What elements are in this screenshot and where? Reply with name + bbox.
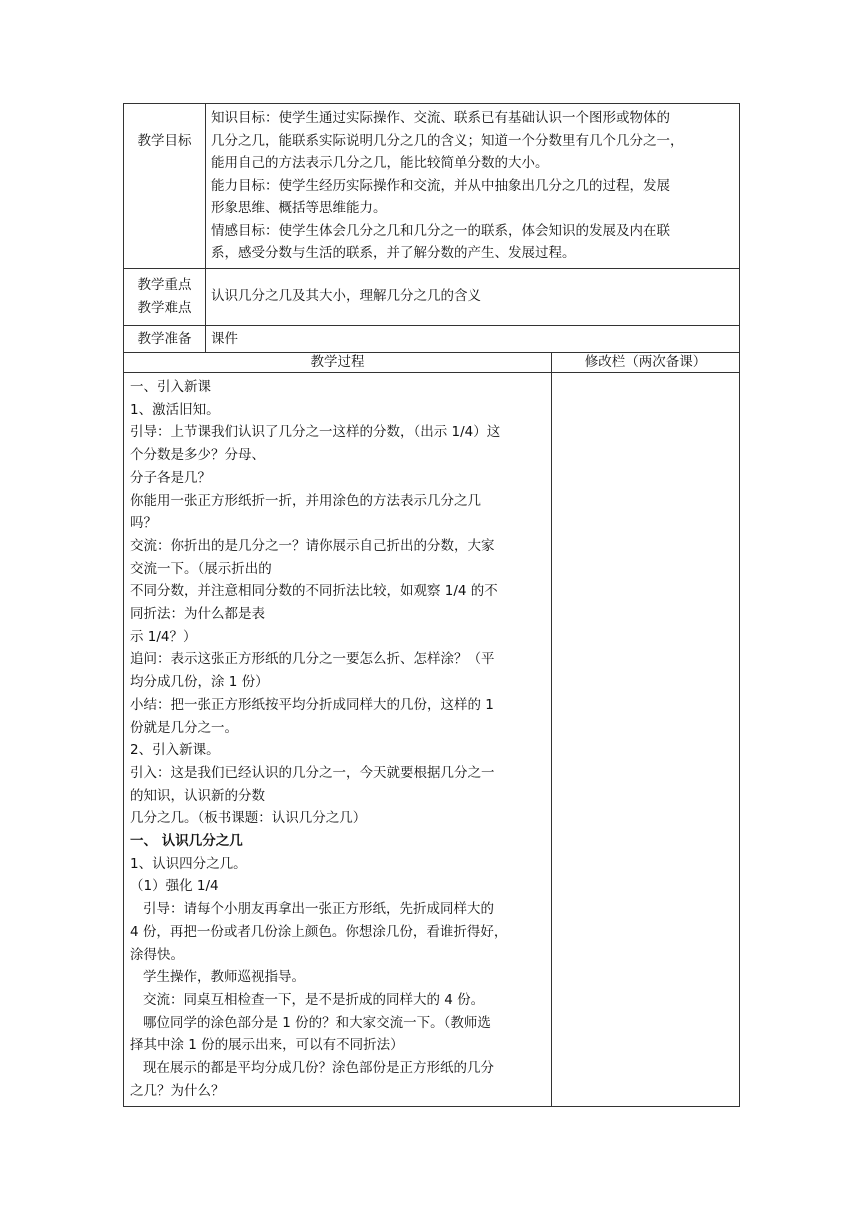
process-line: 交流：同桌互相检查一下，是不是折成的同样大的 4 份。: [143, 991, 485, 1008]
process-line: 均分成几份，涂 1 份）: [130, 674, 269, 691]
process-line: 4 份，再把一份或者几份涂上颜色。你想涂几份，看谁折得好，: [130, 923, 508, 940]
process-line: 择其中涂 1 份的展示出来，可以有不同折法）: [130, 1037, 404, 1054]
process-line: 交流：你折出的是几分之一？请你展示自己折出的分数，大家: [130, 537, 495, 554]
process-content: [124, 373, 552, 1107]
process-line: 追问：表示这张正方形纸的几分之一要怎么折、怎样涂？（平: [130, 651, 495, 668]
process-line: 引导：请每个小朋友再拿出一张正方形纸，先折成同样大的: [143, 901, 494, 918]
process-line: 之几？为什么？: [130, 1082, 225, 1099]
process-line: 同折法：为什么都是表: [130, 606, 265, 623]
notes-column: [552, 373, 740, 1107]
lesson-plan-table: [123, 103, 740, 1107]
process-line: 的知识，认识新的分数: [130, 787, 265, 804]
goals-line: 情感目标：使学生体会几分之几和几分之一的联系，体会知识的发展及内在联: [211, 222, 670, 239]
goals-content: [206, 104, 740, 269]
process-line: 引导：上节课我们认识了几分之一这样的分数，（出示 1/4）这: [130, 424, 501, 441]
goals-line: 能力目标：使学生经历实际操作和交流，并从中抽象出几分之几的过程，发展: [211, 177, 670, 194]
process-header: 教学过程: [124, 353, 552, 373]
process-line: 一、引入新课: [130, 379, 211, 395]
key-points-row: [124, 268, 740, 325]
process-line: 分子各是几？: [130, 469, 211, 486]
process-line: 不同分数，并注意相同分数的不同折法比较，如观察 1/4 的不: [130, 583, 498, 600]
process-line: 份就是几分之一。: [130, 719, 238, 736]
process-line: 2、引入新课。: [130, 742, 220, 759]
key-points-label: [124, 268, 206, 325]
goals-line: 能用自己的方法表示几分之几，能比较简单分数的大小。: [211, 155, 549, 171]
preparation-content: 课件: [206, 325, 740, 353]
lesson-plan-page: [123, 103, 739, 1107]
process-line: 1、认识四分之几。: [130, 855, 247, 872]
process-line: 涂得快。: [130, 946, 184, 963]
notes-header: 修改栏（两次备课）: [552, 353, 740, 373]
process-line: 哪位同学的涂色部分是 1 份的？和大家交流一下。（教师选: [143, 1014, 491, 1031]
process-line: 个分数是多少？分母、: [130, 447, 265, 464]
goals-label: 教学目标: [124, 104, 206, 269]
process-line: 学生操作，教师巡视指导。: [143, 969, 305, 986]
process-line: 1、激活旧知。: [130, 401, 220, 418]
process-line: 几分之几。（板书课题：认识几分之几）: [130, 810, 367, 827]
process-line: 吗？: [130, 515, 157, 532]
section-heading: 一、 认识几分之几: [130, 833, 243, 850]
goals-row: [124, 104, 740, 269]
process-line: 引入：这是我们已经认识的几分之一，今天就要根据几分之一: [130, 764, 495, 781]
goals-line: 形象思维、概括等思维能力。: [211, 200, 387, 216]
process-line: （1）强化 1/4: [130, 878, 219, 895]
preparation-label: 教学准备: [124, 325, 206, 353]
goals-line: 知识目标：使学生通过实际操作、交流、联系已有基础认识一个图形或物体的: [211, 110, 670, 126]
preparation-row: [124, 325, 740, 353]
goals-line: 几分之几，能联系实际说明几分之几的含义；知道一个分数里有几个几分之一，: [211, 132, 684, 149]
difficulty-label: 教学难点: [137, 299, 192, 316]
goals-line: 系，感受分数与生活的联系，并了解分数的产生、发展过程。: [211, 245, 576, 261]
process-header-row: [124, 353, 740, 373]
process-line: 小结：把一张正方形纸按平均分折成同样大的几份，这样的 1: [130, 696, 494, 713]
process-line: 示 1/4？）: [130, 628, 197, 645]
process-row: [124, 373, 740, 1107]
key-points-content: 认识几分之几及其大小，理解几分之几的含义: [206, 268, 740, 325]
process-line: 你能用一张正方形纸折一折，并用涂色的方法表示几分之几: [130, 492, 481, 509]
process-line: 现在展示的都是平均分成几份？涂色部份是正方形纸的几分: [143, 1060, 494, 1077]
key-point-label: 教学重点: [137, 277, 192, 293]
process-line: 交流一下。（展示折出的: [130, 560, 272, 577]
